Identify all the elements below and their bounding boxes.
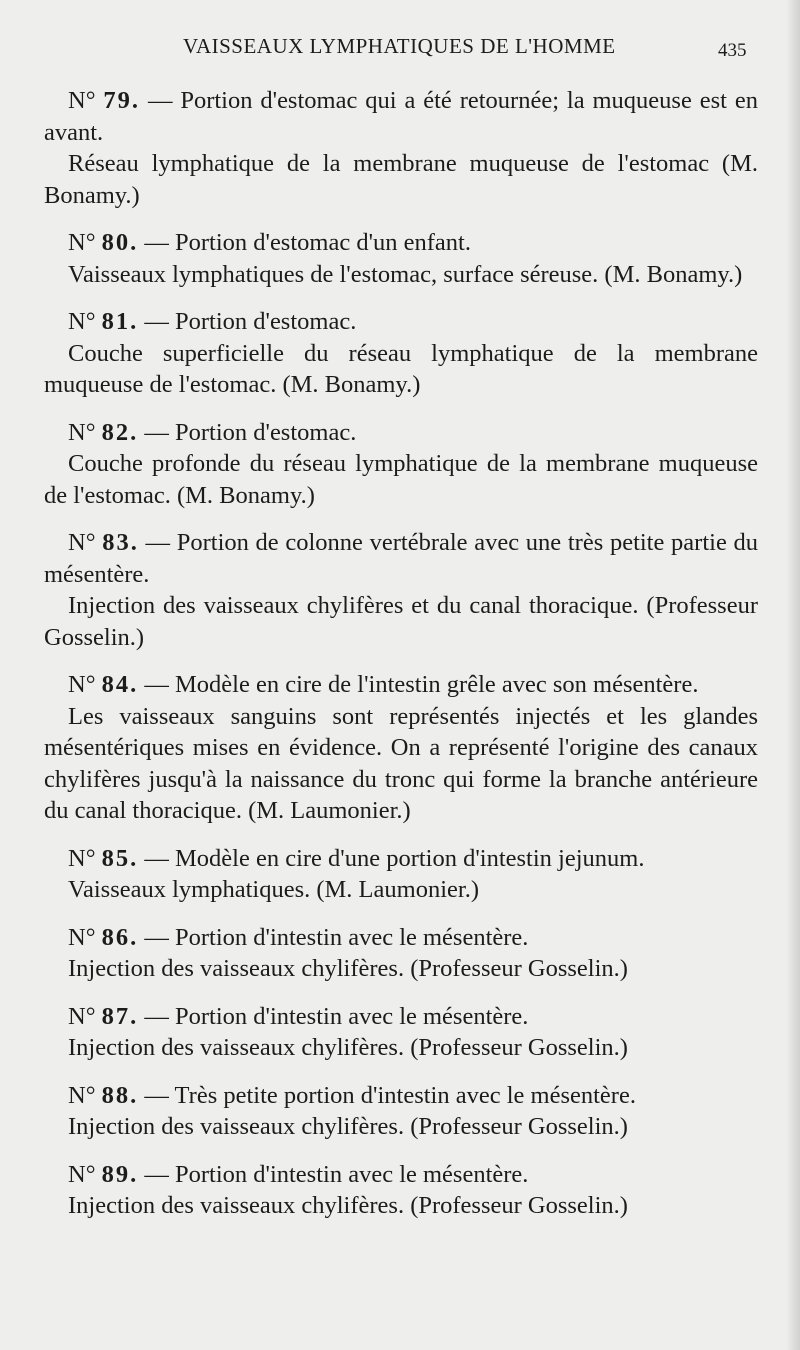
- entry-heading: [44, 1080, 758, 1112]
- entry-title: — Modèle en cire de l'intestin grêle avec son mésentère.: [144, 671, 699, 698]
- entry-number-label: N°: [68, 923, 96, 951]
- catalog-entry: [44, 417, 758, 512]
- entry-number: 83.: [102, 529, 139, 556]
- entry-heading: [44, 85, 758, 148]
- entry-description: Injection des vaisseaux chylifères. (Professeur Gosselin.): [68, 1192, 628, 1219]
- entry-number: 86.: [101, 923, 139, 951]
- catalog-entry: [44, 227, 758, 290]
- page-edge-shadow: [786, 0, 800, 1350]
- entry-number-label: N°: [68, 844, 96, 872]
- entry-description: Les vaisseaux sanguins sont représentés injectés et les glandes mésentériques mises en évidence. On a représenté l'origine des canaux chylifères jusqu'à la naissance du tronc qui forme la branche antérieure du canal thoracique. (M. Laumonier.): [44, 702, 758, 824]
- entry-heading: [44, 843, 758, 875]
- running-title: VAISSEAUX LYMPHATIQUES DE L'HOMME: [183, 34, 616, 58]
- entry-heading: [44, 1001, 758, 1033]
- entry-number: 84.: [101, 671, 139, 698]
- entry-number: 88.: [101, 1081, 139, 1109]
- catalog-entry: [44, 1001, 758, 1064]
- entry-heading: [44, 669, 758, 701]
- entry-number: 79.: [103, 87, 141, 114]
- entry-number: 80.: [101, 229, 139, 256]
- catalog-entry: [44, 1080, 758, 1143]
- entry-number: 81.: [101, 308, 139, 335]
- entry-description: Couche profonde du réseau lymphatique de la membrane muqueuse de l'estomac. (M. Bonamy.): [44, 450, 758, 509]
- catalog-entry: [44, 843, 758, 906]
- entry-title: — Portion d'intestin avec le mésentère.: [144, 1002, 529, 1030]
- page-body: [44, 85, 758, 1238]
- entry-number-label: N°: [68, 229, 96, 256]
- entry-description: Injection des vaisseaux chylifères. (Professeur Gosselin.): [68, 1113, 628, 1140]
- catalog-entry: [44, 306, 758, 401]
- page-header: [0, 34, 800, 64]
- entry-title: — Portion d'estomac d'un enfant.: [144, 229, 471, 256]
- entry-description: Réseau lymphatique de la membrane muqueuse de l'estomac (M. Bonamy.): [44, 150, 758, 209]
- entry-number: 85.: [101, 844, 139, 872]
- entry-number-label: N°: [68, 418, 96, 446]
- entry-title: — Portion d'estomac.: [144, 308, 357, 335]
- entry-description: Vaisseaux lymphatiques de l'estomac, surface séreuse. (M. Bonamy.): [68, 260, 743, 288]
- entry-number-label: N°: [68, 1160, 96, 1188]
- entry-number-label: N°: [68, 529, 96, 556]
- entry-title: — Portion d'estomac.: [144, 418, 357, 446]
- catalog-entry: [44, 922, 758, 985]
- entry-title: — Modèle en cire d'une portion d'intestin jejunum.: [144, 844, 645, 872]
- catalog-entry: [44, 527, 758, 653]
- entry-number-label: N°: [68, 87, 96, 114]
- entry-title: — Portion d'intestin avec le mésentère.: [144, 923, 529, 951]
- entry-description: Couche superficielle du réseau lymphatique de la membrane muqueuse de l'estomac. (M. Bonamy.): [44, 339, 758, 398]
- page-number: 435: [718, 40, 747, 61]
- entry-title: — Portion d'intestin avec le mésentère.: [144, 1160, 529, 1188]
- entry-heading: [44, 527, 758, 590]
- entry-heading: [44, 1159, 758, 1191]
- entry-title: — Portion de colonne vertébrale avec une très petite partie du mésentère.: [44, 529, 759, 588]
- entry-description: Injection des vaisseaux chylifères. (Professeur Gosselin.): [68, 955, 628, 982]
- entry-number-label: N°: [68, 671, 96, 698]
- entry-heading: [44, 417, 758, 449]
- entry-title: — Portion d'estomac qui a été retournée; la muqueuse est en avant.: [44, 87, 758, 146]
- entry-number: 82.: [101, 418, 139, 446]
- entry-number-label: N°: [68, 1002, 96, 1030]
- catalog-entry: [44, 1159, 758, 1222]
- entry-description: Injection des vaisseaux chylifères et du canal thoracique. (Professeur Gosselin.): [44, 592, 758, 651]
- entry-number: 89.: [101, 1160, 139, 1188]
- entry-number-label: N°: [68, 308, 96, 335]
- entry-heading: [44, 922, 758, 954]
- entry-number-label: N°: [68, 1081, 96, 1109]
- entry-number: 87.: [101, 1002, 139, 1030]
- entry-heading: [44, 306, 758, 338]
- entry-description: Injection des vaisseaux chylifères. (Professeur Gosselin.): [68, 1034, 628, 1061]
- catalog-entry: [44, 85, 758, 211]
- catalog-entry: [44, 669, 758, 827]
- entry-heading: [44, 227, 758, 259]
- entry-description: Vaisseaux lymphatiques. (M. Laumonier.): [68, 876, 479, 903]
- entry-title: — Très petite portion d'intestin avec le mésentère.: [144, 1081, 636, 1109]
